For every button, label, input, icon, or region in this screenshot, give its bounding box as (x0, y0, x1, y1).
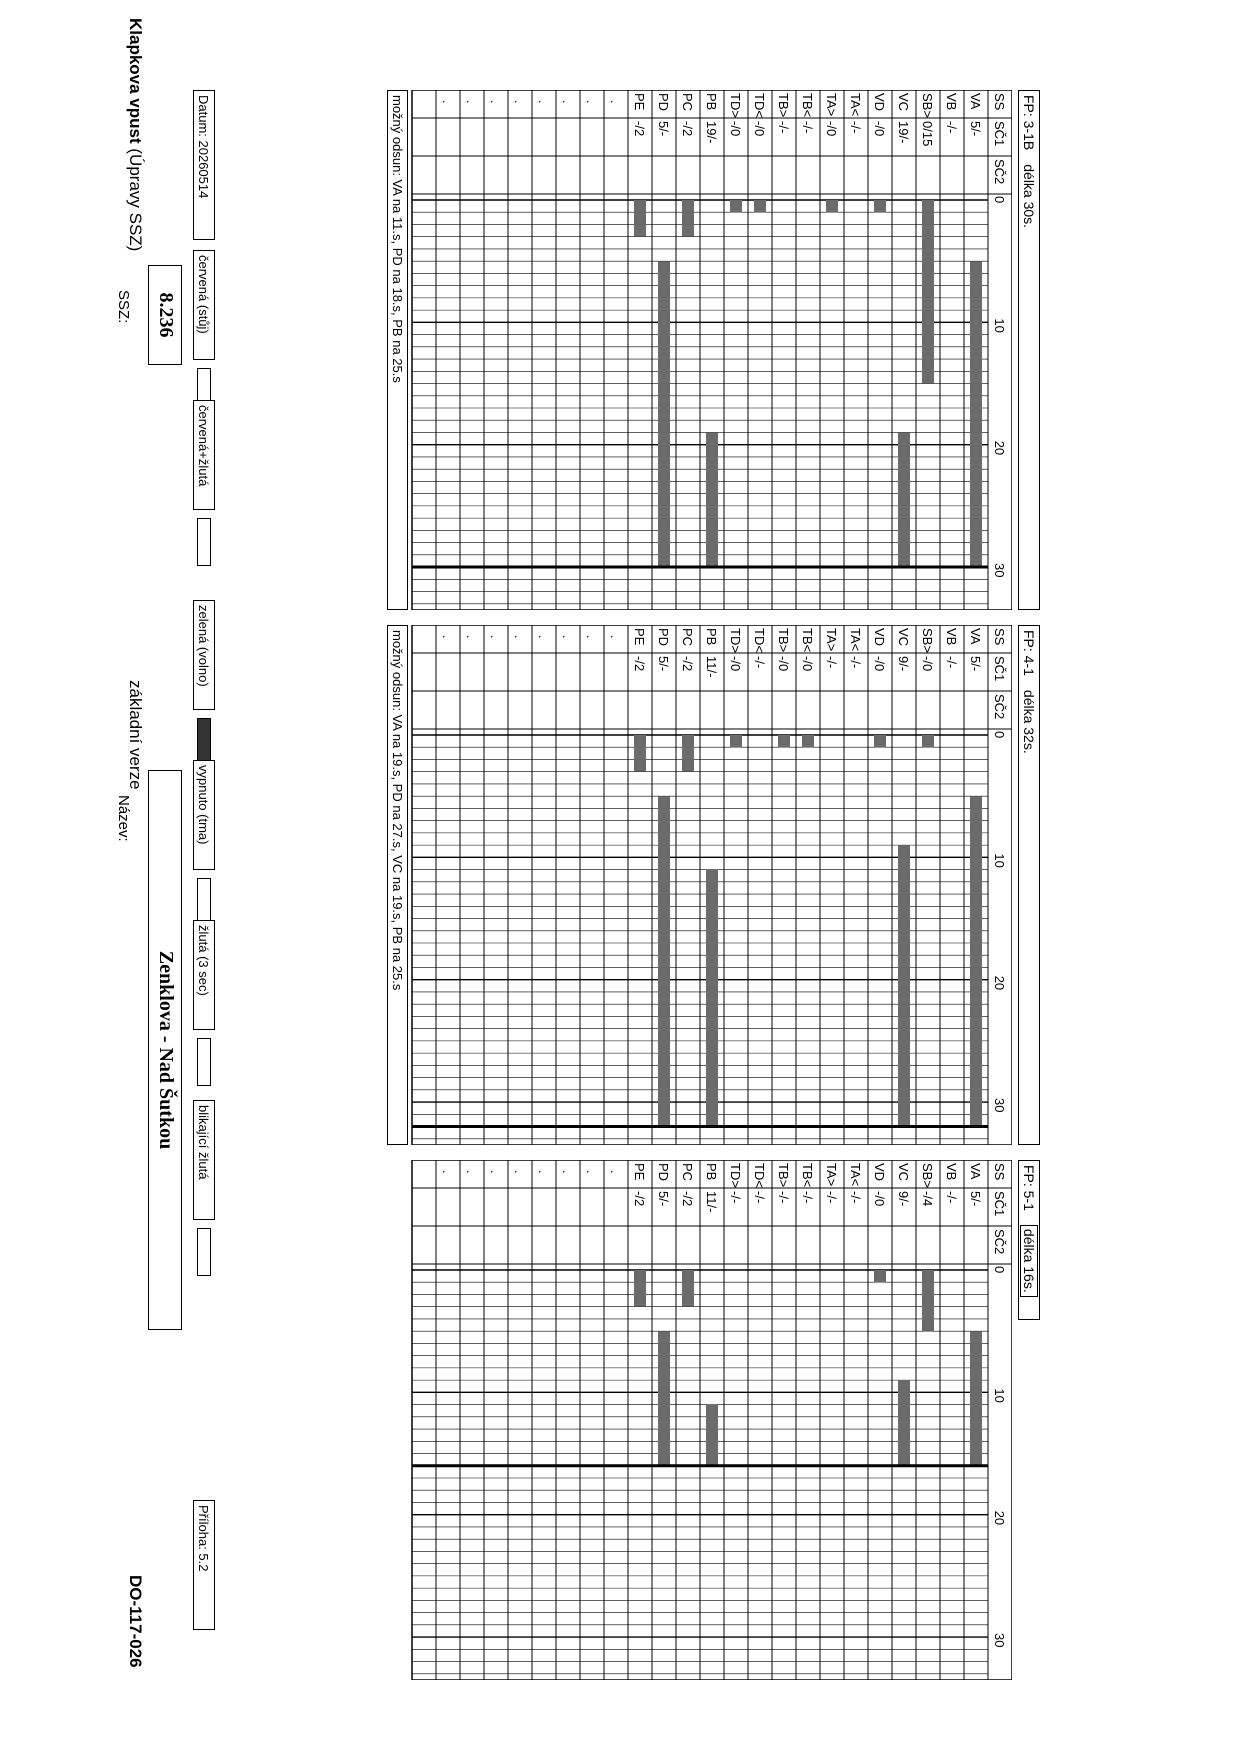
location-title: Zenklova - Nad Šutkou (148, 770, 182, 1330)
signal-group: TA< (848, 93, 863, 117)
empty-row-marker: . (560, 100, 575, 104)
signal-group: PD (656, 1163, 671, 1182)
signal-value: 5/- (656, 1191, 671, 1207)
signal-value: -/0 (872, 656, 887, 672)
signal-group: TA> (824, 93, 839, 117)
column-header: SČ1 (992, 121, 1007, 147)
signal-value: -/2 (680, 656, 695, 672)
signal-group: PC (680, 1163, 695, 1182)
green-interval (682, 200, 694, 237)
signal-group: PE (632, 93, 647, 111)
plan-grid (410, 1160, 1012, 1680)
version-label: základní verze (126, 680, 145, 790)
footer-subtitle: (Úpravy SSZ) (126, 148, 145, 252)
green-interval (778, 735, 790, 747)
nazev-label: Název: (115, 795, 132, 842)
plan-grid (410, 90, 1012, 610)
column-header: SČ1 (992, 1191, 1007, 1217)
legend-yellow: žlutá (3 sec) (193, 920, 215, 1030)
signal-group: PD (656, 628, 671, 647)
empty-row-marker: . (440, 635, 455, 639)
signal-group: VD (872, 1163, 887, 1182)
signal-value: -/- (944, 1191, 959, 1204)
signal-value: 5/- (968, 1191, 983, 1207)
green-interval (634, 200, 646, 237)
empty-row-marker: . (536, 635, 551, 639)
green-interval (898, 432, 910, 567)
empty-row-marker: . (608, 100, 623, 104)
legend-symbol (197, 1038, 211, 1086)
plan-length: délka 32s. (1021, 689, 1037, 754)
signal-group: SB> (920, 628, 935, 653)
signal-value: -/0 (728, 121, 743, 137)
signal-group: TA> (824, 1163, 839, 1187)
green-interval (922, 200, 934, 384)
signal-group: VA (968, 628, 983, 645)
green-interval (682, 1270, 694, 1307)
green-interval (898, 845, 910, 1126)
signal-group: TD< (752, 628, 767, 653)
empty-row-marker: . (464, 1170, 479, 1174)
empty-row-marker: . (584, 635, 599, 639)
signal-group: PD (656, 93, 671, 112)
signal-value: 9/- (896, 1191, 911, 1207)
shift-note: možný odsun: VA na 19.s, PD na 27.s, VC na 19.s, PB na 25.s (387, 625, 408, 1145)
green-interval (898, 1380, 910, 1466)
signal-group: VC (896, 93, 911, 112)
empty-row-marker: . (488, 1170, 503, 1174)
signal-value: -/0 (824, 121, 839, 137)
signal-group: PE (632, 628, 647, 646)
signal-group: TB< (800, 628, 815, 653)
green-interval (706, 432, 718, 567)
green-interval (658, 261, 670, 567)
signal-value: 5/- (656, 656, 671, 672)
green-interval (970, 261, 982, 567)
signal-value: 19/- (896, 121, 911, 144)
signal-value: -/- (848, 121, 863, 134)
signal-group: VD (872, 628, 887, 647)
scale-label: 10 (992, 318, 1007, 333)
legend-attachment: Příloha: 5.2 (193, 1500, 215, 1630)
signal-value: 11/- (704, 656, 719, 678)
scale-label: 30 (992, 1098, 1007, 1113)
signal-value: -/- (800, 121, 815, 134)
signal-group: TB> (776, 1163, 791, 1188)
legend-symbol (197, 518, 211, 566)
signal-group: VB (944, 628, 959, 646)
signal-value: 5/- (968, 656, 983, 672)
legend-symbol (197, 718, 211, 766)
green-interval (730, 735, 742, 747)
signal-value: -/0 (800, 656, 815, 672)
signal-value: 9/- (896, 656, 911, 672)
empty-row-marker: . (512, 635, 527, 639)
signal-value: -/- (752, 656, 767, 669)
signal-value: -/0 (872, 1191, 887, 1207)
plan-grid (410, 625, 1012, 1145)
green-interval (922, 1270, 934, 1331)
ssz-label: SSZ: (115, 290, 132, 324)
plan-name: FP: 3-1B (1021, 95, 1037, 151)
signal-group: TB< (800, 93, 815, 118)
scale-label: 0 (992, 731, 1007, 739)
signal-group: TB< (800, 1163, 815, 1188)
green-interval (874, 1270, 886, 1282)
signal-value: -/4 (920, 1191, 935, 1207)
green-interval (826, 200, 838, 212)
signal-value: -/- (776, 121, 791, 134)
legend-date: Datum: 20260514 (193, 90, 215, 240)
green-interval (730, 200, 742, 212)
legend-symbol (197, 1228, 211, 1276)
signal-group: TA< (848, 1163, 863, 1187)
scale-label: 20 (992, 1510, 1007, 1526)
signal-value: -/2 (680, 121, 695, 137)
green-interval (682, 735, 694, 772)
signal-group: TD> (728, 628, 743, 653)
green-interval (874, 200, 886, 212)
signal-group: PC (680, 93, 695, 112)
empty-row-marker: . (608, 635, 623, 639)
empty-row-marker: . (464, 100, 479, 104)
signal-value: -/- (776, 1191, 791, 1204)
signal-value: -/2 (632, 656, 647, 672)
signal-group: VD (872, 93, 887, 112)
empty-row-marker: . (512, 1170, 527, 1174)
empty-row-marker: . (488, 635, 503, 639)
empty-row-marker: . (560, 635, 575, 639)
signal-value: -/- (728, 1191, 743, 1204)
legend-off: vypnuto (tma) (193, 760, 215, 870)
column-header: SČ2 (992, 694, 1007, 720)
signal-value: 19/- (704, 121, 719, 144)
plan-length: délka 16s. (1020, 1225, 1038, 1297)
signal-group: PB (704, 93, 719, 111)
signal-group: VB (944, 1163, 959, 1181)
signal-value: -/- (848, 1191, 863, 1204)
signal-value: -/0 (872, 121, 887, 137)
signal-group: TB> (776, 93, 791, 118)
plan-header (1018, 1160, 1040, 1320)
green-interval (970, 796, 982, 1126)
signal-group: TA< (848, 628, 863, 652)
signal-group: TD< (752, 93, 767, 118)
signal-plan-2 (390, 625, 1040, 1145)
empty-row-marker: . (488, 100, 503, 104)
legend-red: červená (stůj) (193, 250, 215, 360)
document-code: DO-117-026 (126, 1575, 145, 1668)
scale-label: 20 (992, 975, 1007, 991)
signal-group: TA> (824, 628, 839, 652)
signal-group: TD< (752, 1163, 767, 1188)
scale-label: 0 (992, 196, 1007, 204)
plan-header (1018, 625, 1040, 1145)
signal-value: -/2 (632, 1191, 647, 1207)
signal-value: -/0 (752, 121, 767, 137)
empty-row-marker: . (608, 1170, 623, 1174)
ssz-value: 8.236 (148, 265, 182, 365)
signal-value: -/- (752, 1191, 767, 1204)
empty-row-marker: . (440, 100, 455, 104)
legend-red_yellow: červená+žlutá (193, 400, 215, 510)
signal-group: SB> (920, 93, 935, 118)
green-interval (970, 1331, 982, 1466)
signal-value: -/2 (680, 1191, 695, 1207)
empty-row-marker: . (560, 1170, 575, 1174)
signal-group: TD> (728, 93, 743, 118)
signal-group: VC (896, 628, 911, 647)
empty-row-marker: . (440, 1170, 455, 1174)
green-interval (874, 735, 886, 747)
scale-label: 0 (992, 1266, 1007, 1274)
signal-plan-3 (410, 1160, 1040, 1680)
empty-row-marker: . (464, 635, 479, 639)
scale-label: 20 (992, 440, 1007, 456)
column-header: SČ1 (992, 656, 1007, 682)
signal-value: -/- (800, 1191, 815, 1204)
signal-value: -/- (944, 656, 959, 669)
plan-name: FP: 5-1 (1021, 1165, 1037, 1211)
empty-row-marker: . (584, 1170, 599, 1174)
green-interval (634, 1270, 646, 1307)
green-interval (658, 1331, 670, 1466)
empty-row-marker: . (512, 100, 527, 104)
scale-label: 10 (992, 853, 1007, 868)
signal-value: 5/- (968, 121, 983, 137)
signal-value: -/- (824, 656, 839, 669)
signal-group: PB (704, 628, 719, 646)
green-interval (706, 1405, 718, 1466)
plan-header (1018, 90, 1040, 610)
signal-group: TD> (728, 1163, 743, 1188)
empty-row-marker: . (536, 1170, 551, 1174)
signal-group: VB (944, 93, 959, 111)
signal-group: PC (680, 628, 695, 647)
legend-blink: blikající žlutá (193, 1100, 215, 1220)
column-header: SS (992, 628, 1007, 646)
signal-value: -/0 (776, 656, 791, 672)
empty-row-marker: . (536, 100, 551, 104)
signal-group: PB (704, 1163, 719, 1181)
signal-value: -/- (944, 121, 959, 134)
green-interval (922, 735, 934, 747)
signal-value: -/- (848, 656, 863, 669)
signal-group: VA (968, 93, 983, 110)
plan-length: délka 30s. (1021, 164, 1037, 229)
shift-note: možný odsun: VA na 11.s, PD na 18.s, PB na 25.s (387, 90, 408, 610)
signal-value: 0/15 (920, 121, 935, 147)
green-interval (706, 870, 718, 1127)
column-header: SS (992, 93, 1007, 111)
signal-group: VC (896, 1163, 911, 1182)
column-header: SS (992, 1163, 1007, 1181)
signal-value: -/2 (632, 121, 647, 137)
signal-value: -/- (824, 1191, 839, 1204)
scale-label: 10 (992, 1388, 1007, 1403)
signal-group: TB> (776, 628, 791, 653)
footer-title: Klapkova vpust (126, 18, 145, 144)
green-interval (658, 796, 670, 1126)
signal-group: SB> (920, 1163, 935, 1188)
legend-green: zelená (volno) (193, 600, 215, 710)
signal-value: -/0 (728, 656, 743, 672)
signal-value: 11/- (704, 1191, 719, 1213)
signal-value: 5/- (656, 121, 671, 137)
green-interval (754, 200, 766, 212)
footer-left (125, 18, 145, 251)
plan-name: FP: 4-1 (1021, 630, 1037, 676)
scale-label: 30 (992, 563, 1007, 578)
empty-row-marker: . (584, 100, 599, 104)
signal-group: VA (968, 1163, 983, 1180)
green-interval (634, 735, 646, 772)
legend-symbol (197, 878, 211, 926)
scale-label: 30 (992, 1633, 1007, 1648)
green-interval (802, 735, 814, 747)
column-header: SČ2 (992, 159, 1007, 185)
column-header: SČ2 (992, 1229, 1007, 1255)
signal-value: -/0 (920, 656, 935, 672)
signal-group: PE (632, 1163, 647, 1181)
signal-plan-1 (390, 90, 1040, 610)
